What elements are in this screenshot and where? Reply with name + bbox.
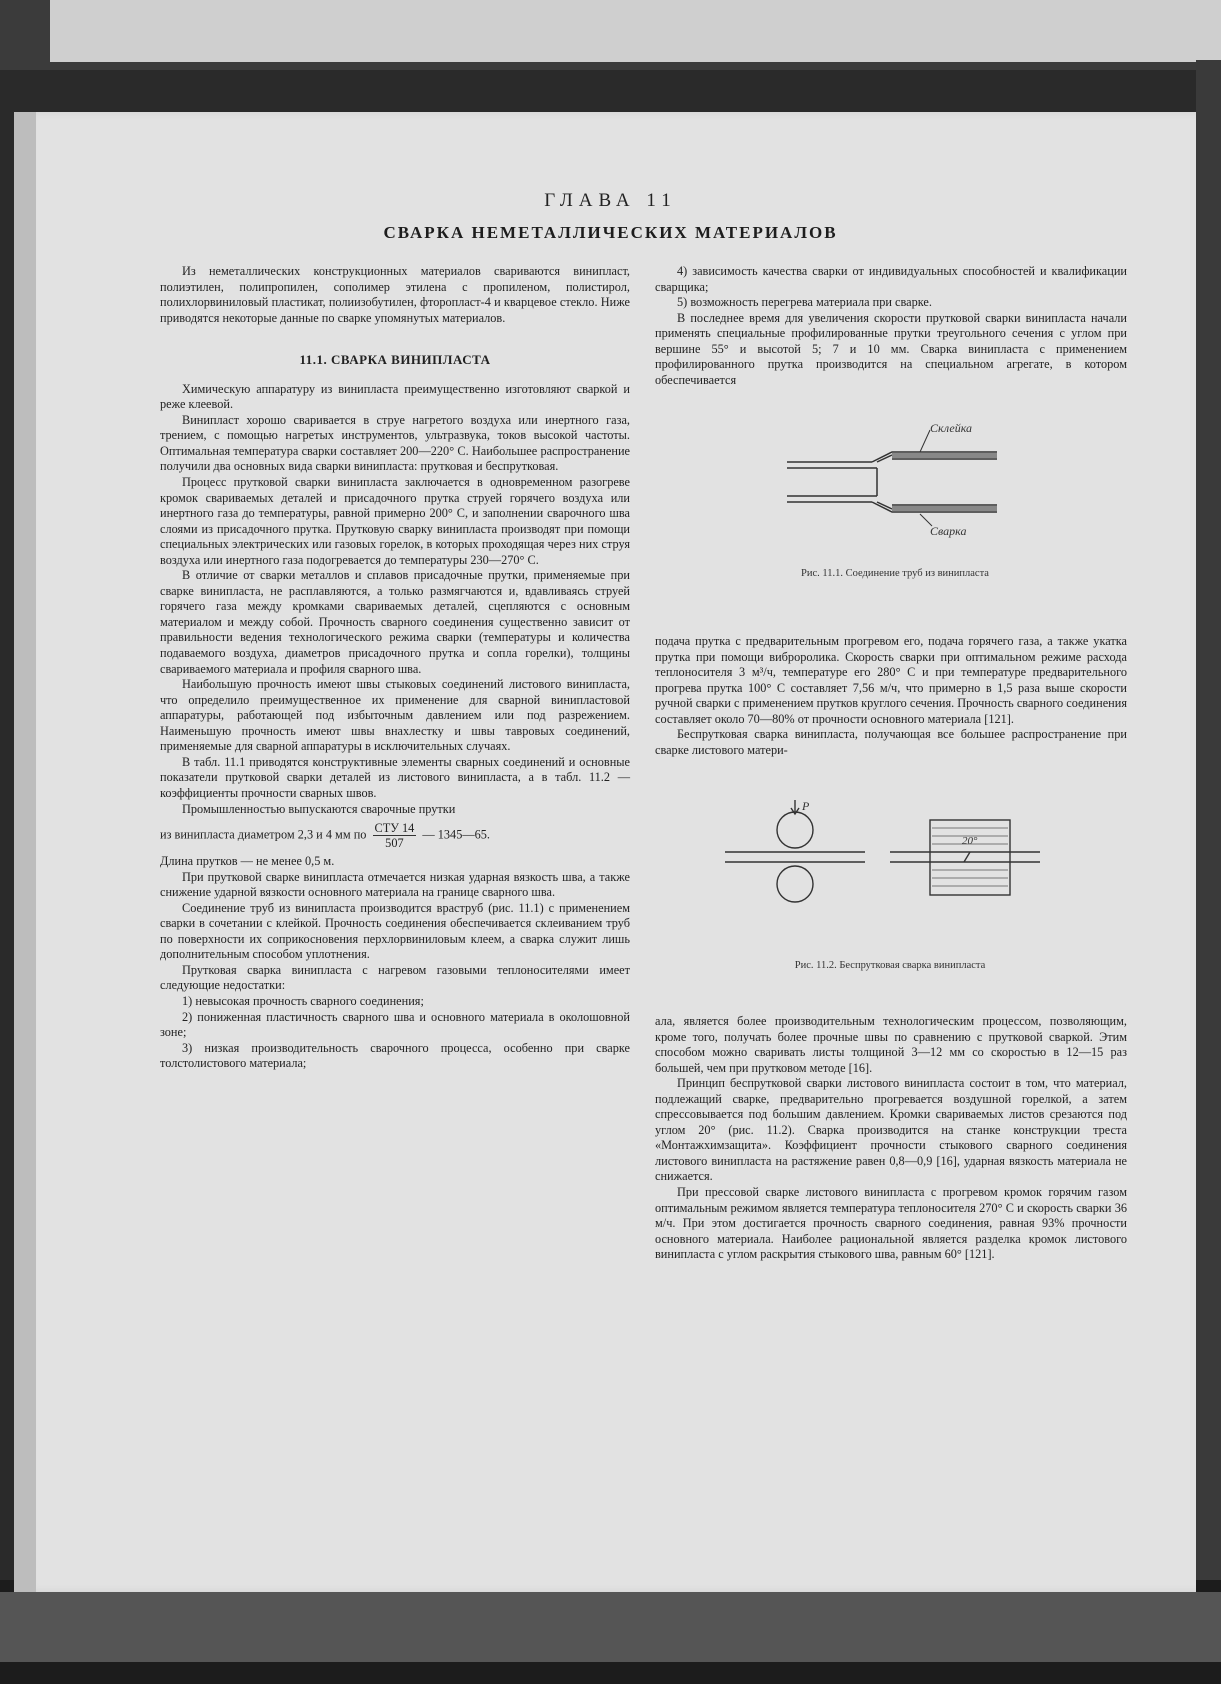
formula-numerator: СТУ 14 xyxy=(374,821,415,836)
formula-line xyxy=(160,821,630,850)
glue-label: Склейка xyxy=(930,422,973,435)
adhesive-layer xyxy=(892,506,997,511)
scan-bottom-band xyxy=(0,1592,1221,1662)
chapter-label: ГЛАВА 11 xyxy=(544,190,677,211)
formula-fraction xyxy=(373,821,417,850)
paragraph: В отличие от сварки металлов и сплавов присадочные прутки, применяемые при сварке винипласта, не расплавляются, а только размягчаются и, вдавливаясь струей горячего газа между кромками свариваемых деталей, сцепляются с основным материалом и между собой. Прочность сварного соединения существенно зависит от правильности ведения технологического режима сварки (температуры и количества подаваемого воздуха, диаметров присадочного прутка и сопла горелки), толщины свариваемого материала и профиля сварного шва. xyxy=(160,568,630,676)
paragraph: Процесс прутковой сварки винипласта заключается в одновременном разогреве кромок свариваемых деталей и присадочного прутка струей горячего воздуха или инертного газа до температуры, равной примерно 200° С, и заполнении сварочного шва слоями из присадочного прутка. Прутковую сварку винипласта производят при помощи специальных электрических или газовых горелок, в которых проходящая через них струя воздуха или инертного газа подогревается до температуры 230—270° С. xyxy=(160,475,630,567)
section-title: 11.1. СВАРКА ВИНИПЛАСТА xyxy=(299,352,491,368)
paragraph: ала, является более производительным технологическим процессом, позволяющим, кроме того, получать более прочные швы по сравнению с прутковой сваркой. Этим способом можно сваривать листы толщиной 3—12 мм со скоростью в 12—15 раз большей, чем при прутковом методе [16]. xyxy=(655,1014,1127,1075)
paragraph: Длина прутков — не менее 0,5 м. xyxy=(160,854,335,869)
label-leader-line xyxy=(920,430,930,452)
paragraph: Беспрутковая сварка винипласта, получающая все большее распространение при сварке листового матери- xyxy=(655,727,1127,757)
force-label: P xyxy=(802,800,810,813)
paragraph: Промышленностью выпускаются сварочные прутки xyxy=(182,801,456,816)
list-item: 4) зависимость качества сварки от индивидуальных способностей и квалификации сварщика; xyxy=(655,264,1127,294)
paragraph: Соединение труб из винипласта производится враструб (рис. 11.1) с применением сварки в сочетании с клейкой. Прочность соединения обеспечивается склеиванием труб по поверхности их соприкосновения перхлорвиниловым клеем, а сварка служит лишь дополнительным способом уплотнения. xyxy=(160,900,630,962)
paragraph: В последнее время для увеличения скорости прутковой сварки винипласта начали применять специальные профилированные прутки треугольного сечения с углом при вершине 55° и высотой 5; 7 и 10 мм. Сварка винипласта с применением профилированного прутка производится на специальном агрегате, в котором обеспечивается xyxy=(655,310,1127,387)
paragraph: Химическую аппаратуру из винипласта преимущественно изготовляют сваркой и реже клеевой. xyxy=(160,381,630,412)
formula-prefix: из винипласта диаметром 2,3 и 4 мм по xyxy=(160,827,367,842)
paragraph: При прутковой сварке винипласта отмечается низкая ударная вязкость шва, а также снижение ударной вязкости основного материала на границе сварного шва. xyxy=(160,869,630,900)
formula-denominator: 507 xyxy=(385,836,404,851)
support-roller xyxy=(777,866,813,902)
weld-label: Сварка xyxy=(930,524,967,538)
paragraph: Наибольшую прочность имеют швы стыковых соединений листового винипласта, что определило преимущественное их применение для сварной винипластовой аппаратуры, работающей под избыточным давлением или под разрежением. Наименьшую прочность имеют швы внахлестку и швы тавровых соединений, применяемые для сварной аппаратуры в исключительных случаях. xyxy=(160,677,630,754)
adhesive-layer xyxy=(892,453,997,458)
scan-previous-page xyxy=(50,0,1221,62)
weld-line xyxy=(877,455,892,509)
paragraph: Прутковая сварка винипласта с нагревом газовыми теплоносителями имеет следующие недостатки: xyxy=(160,962,630,993)
figure-caption: Рис. 11.1. Соединение труб из винипласта xyxy=(801,568,989,579)
list-item: 3) низкая производительность сварочного процесса, особенно при сварке толстолистового материала; xyxy=(160,1040,630,1071)
bevel-cut-line xyxy=(964,852,970,862)
page-binding-edge xyxy=(14,112,36,1592)
paragraph: В табл. 11.1 приводятся конструктивные элементы сварных соединений и основные показатели прутковой сварки деталей из листового винипласта, а в табл. 11.2 — коэффициенты прочности сварных швов. xyxy=(160,754,630,800)
paragraph: Принцип беспрутковой сварки листового винипласта состоит в том, что материал, подлежащий сварке, предварительно прогревается воздушной горелкой, а затем спрессовывается под большим давлением. Кромки свариваемых листов срезаются под углом 20° (рис. 11.2). Сварка производится на станке конструкции треста «Монтажхимзащита». Коэффициент прочности стыкового сварного соединения листового винипласта на растяжение равен 0,8—0,9 [16], ударная вязкость материала не снижается. xyxy=(655,1076,1127,1184)
right-column-bottom xyxy=(655,1014,1127,1263)
rodless-welding-figure xyxy=(720,800,1050,920)
paragraph: подача прутка с предварительным прогревом его, подача горячего газа, а также укатка прутка при помощи виброролика. Скорость сварки при оптимальном режиме расхода теплоносителя 3 м³/ч, температуре его 280° С и при температуре предварительного прогрева прутка 100° С составляет 7,56 м/ч, что примерно в 1,5 раза выше скорости ручной сварки с применением прутков круглого сечения. Прочность сварного соединения составляет около 70—80% от прочности основного материала [121]. xyxy=(655,634,1127,726)
angle-label: 20° xyxy=(962,835,978,847)
pressure-roller xyxy=(777,812,813,848)
paragraph: При прессовой сварке листового винипласта с прогревом кромок горячим газом оптимальным режимом является температура теплоносителя 270° С и скорость сварки 36 м/ч. При этом достигается прочность сварного соединения, равная 93% прочности основного материала. Наиболее рациональной является разделка кромок листового винипласта с углом раскрытия стыкового шва, равным 60° [121]. xyxy=(655,1185,1127,1262)
left-column xyxy=(160,264,630,1072)
figure-caption: Рис. 11.2. Беспрутковая сварка винипласта xyxy=(794,960,986,971)
scan-right-border xyxy=(1196,60,1221,1600)
list-item: 2) пониженная пластичность сварного шва и основного материала в околошовной зоне; xyxy=(160,1009,630,1040)
right-column-middle xyxy=(655,634,1127,758)
list-item: 1) невысокая прочность сварного соединения; xyxy=(182,993,424,1008)
formula-suffix: — 1345—65. xyxy=(422,827,491,842)
list-item: 5) возможность перегрева материала при сварке. xyxy=(677,295,932,310)
intro-paragraph: Из неметаллических конструкционных материалов свариваются винипласт, полиэтилен, полипропилен, сополимер этилена с пропиленом, полистирол, полихлорвиниловый пластикат, полиизобутилен, фторопласт-4 и кварцевое стекло. Ниже приводятся некоторые данные по сварке упомянутых материалов. xyxy=(160,264,630,325)
chapter-title: СВАРКА НЕМЕТАЛЛИЧЕСКИХ МАТЕРИАЛОВ xyxy=(383,223,838,242)
paragraph: Винипласт хорошо сваривается в струе нагретого воздуха или инертного газа, трением, с помощью нагретых инструментов, ультразвука, токов высокой частоты. Оптимальная температура сварки составляет 200—220° С. Наибольшее распространение получили два основных вида сварки винипласта: прутковая и беспрутковая. xyxy=(160,412,630,474)
right-column-top xyxy=(655,264,1127,388)
pipe-joint-figure xyxy=(782,422,1002,542)
press-block xyxy=(930,820,1010,895)
